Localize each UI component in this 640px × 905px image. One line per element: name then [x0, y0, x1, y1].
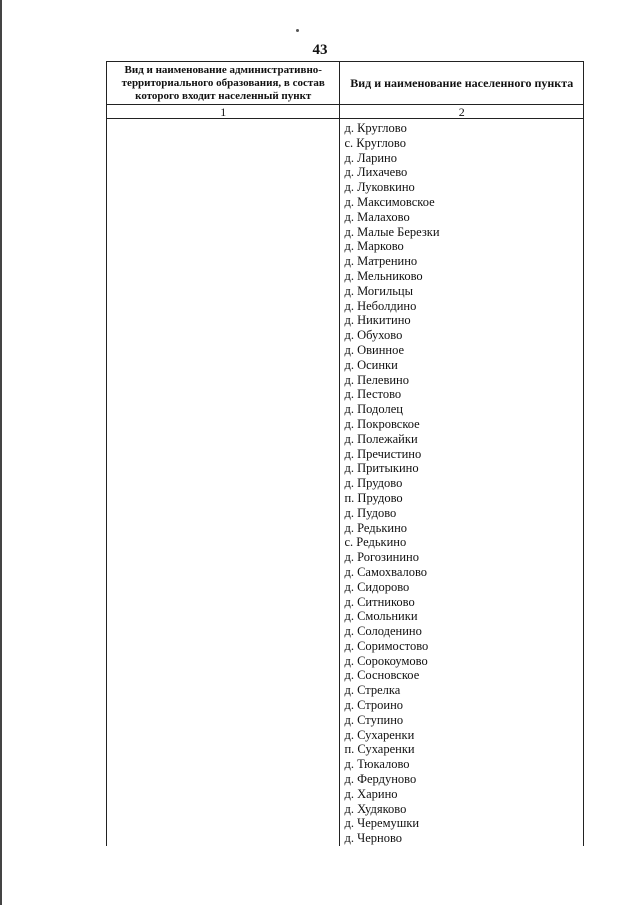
settlement-item: д. Смольники — [344, 609, 418, 624]
settlement-item: д. Худяково — [344, 801, 407, 816]
settlement-item: д. Покровское — [344, 416, 420, 431]
settlement-item: д. Ситниково — [344, 594, 415, 609]
settlement-item: д. Черемушки — [344, 816, 420, 831]
settlement-item: д. Тюкалово — [344, 757, 410, 772]
settlement-item: д. Стрелка — [344, 683, 401, 698]
settlement-list — [340, 119, 583, 846]
settlement-item: д. Матренино — [344, 254, 418, 269]
settlement-item: д. Харино — [344, 786, 398, 801]
settlement-item: д. Лихачево — [344, 165, 408, 180]
column-number-row — [107, 105, 584, 119]
settlement-item: д. Пудово — [344, 505, 397, 520]
settlement-item: д. Сидорово — [344, 579, 410, 594]
settlement-item: д. Сухаренки — [344, 727, 415, 742]
settlement-item: п. Прудово — [344, 490, 403, 505]
settlement-item: д. Могильцы — [344, 283, 413, 298]
settlement-item: д. Пелевино — [344, 372, 409, 387]
scan-edge — [0, 0, 2, 905]
settlement-item: д. Малые Березки — [344, 224, 440, 239]
settlement-cell — [340, 119, 584, 847]
settlement-item: д. Пречистино — [344, 446, 422, 461]
settlement-item: д. Ларино — [344, 150, 397, 165]
header-settlement: Вид и наименование населенного пункта — [340, 62, 584, 105]
settlement-item: д. Малахово — [344, 209, 410, 224]
settlement-item: с. Редькино — [344, 535, 407, 550]
settlement-item: д. Строино — [344, 698, 404, 713]
settlement-item: д. Луковкино — [344, 180, 415, 195]
settlement-item: д. Притыкино — [344, 461, 419, 476]
settlements-table — [106, 61, 584, 846]
settlement-item: д. Неболдино — [344, 298, 417, 313]
settlement-item: д. Мельниково — [344, 268, 423, 283]
admin-unit-cell — [107, 119, 340, 847]
settlement-item: д. Максимовское — [344, 194, 435, 209]
settlement-item: д. Осинки — [344, 357, 398, 372]
settlement-item: д. Соримостово — [344, 638, 429, 653]
settlement-item: д. Сосновское — [344, 668, 420, 683]
settlement-item: с. Круглово — [344, 135, 407, 150]
settlement-item: д. Рогозинино — [344, 550, 419, 565]
settlement-item: д. Овинное — [344, 342, 405, 357]
table-body-row — [107, 119, 584, 847]
settlement-item: п. Сухаренки — [344, 742, 415, 757]
settlement-item: д. Редькино — [344, 520, 408, 535]
settlement-item: д. Полежайки — [344, 431, 418, 446]
settlement-item: д. Ступино — [344, 712, 404, 727]
settlement-item: д. Подолец — [344, 402, 403, 417]
page-number: 43 — [312, 42, 328, 58]
settlement-item: д. Круглово — [344, 121, 407, 135]
column-number-1: 1 — [107, 105, 340, 119]
settlement-item: д. Прудово — [344, 476, 403, 491]
settlement-item: д. Никитино — [344, 313, 411, 328]
scan-speck — [296, 29, 299, 32]
settlement-item: д. Солоденино — [344, 624, 422, 639]
settlement-item: д. Самохвалово — [344, 564, 428, 579]
settlement-item: д. Черново — [344, 831, 403, 846]
settlement-item: д. Пестово — [344, 387, 402, 402]
header-admin-unit: Вид и наименование административно-территориального образования, в состав которого входит населенный пункт — [107, 62, 340, 105]
settlement-item: д. Обухово — [344, 328, 403, 343]
table-header-row — [107, 62, 584, 105]
settlement-item: д. Сорокоумово — [344, 653, 428, 668]
column-number-2: 2 — [340, 105, 584, 119]
settlement-item: д. Марково — [344, 239, 404, 254]
settlement-item: д. Фердуново — [344, 772, 417, 787]
